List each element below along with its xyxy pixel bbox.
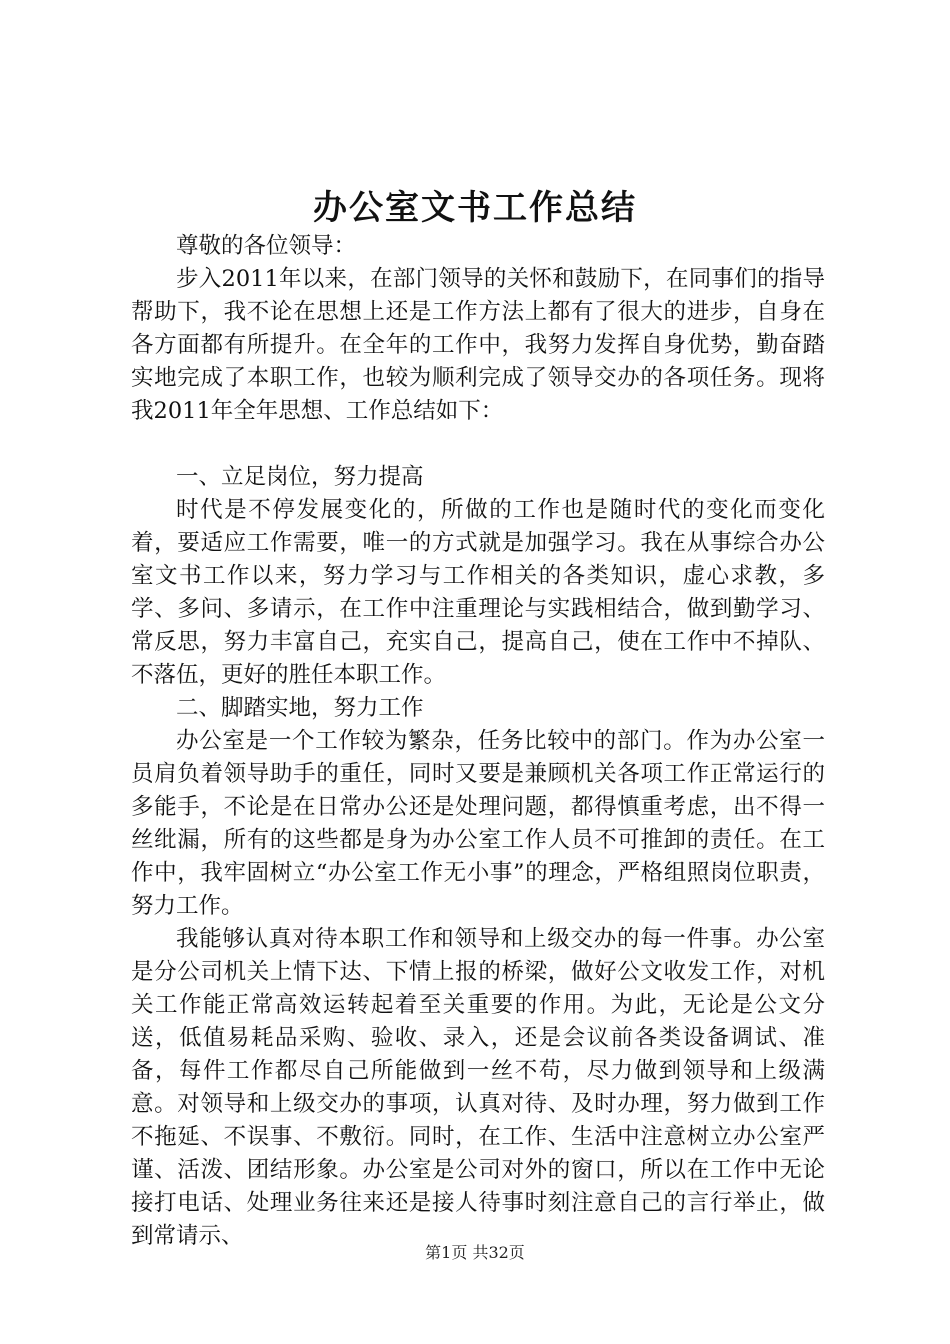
document-body	[131, 230, 825, 1253]
section-2-paragraph-2: 我能够认真对待本职工作和领导和上级交办的每一件事。办公室是分公司机关上情下达、下情上报的桥梁，做好公文收发工作，对机关工作能正常高效运转起着至关重要的作用。为此，无论是公文分送，低值易耗品采购、验收、录入，还是会议前各类设备调试、准备，每件工作都尽自己所能做到一丝不苟，尽力做到领导和上级满意。对领导和上级交办的事项，认真对待、及时办理，努力做到工作不拖延、不误事、不敷衍。同时，在工作、生活中注意树立办公室严谨、活泼、团结形象。办公室是公司对外的窗口，所以在工作中无论接打电话、处理业务往来还是接人待事时刻注意自己的言行举止，做到常请示、	[131, 926, 825, 1249]
document-title: 办公室文书工作总结	[313, 188, 637, 228]
section-2-paragraph-1: 办公室是一个工作较为繁杂，任务比较中的部门。作为办公室一员肩负着领导助手的重任，同时又要是兼顾机关各项工作正常运行的多能手，不论是在日常办公还是处理问题，都得慎重考虑，出不得一丝纰漏，所有的这些都是身为办公室工作人员不可推卸的责任。在工作中，我牢固树立“办公室工作无小事”的理念，严格组照岗位职责，努力工作。	[131, 728, 825, 919]
section-heading-2: 二、脚踏实地，努力工作	[176, 695, 424, 721]
intro-paragraph: 步入2011年以来，在部门领导的关怀和鼓励下，在同事们的指导帮助下，我不论在思想上还是工作方法上都有了很大的进步，自身在各方面都有所提升。在全年的工作中，我努力发挥自身优势，勤奋踏实地完成了本职工作，也较为顺利完成了领导交办的各项任务。现将我2011年全年思想、工作总结如下：	[131, 266, 825, 424]
page-footer: 第1页 共32页	[425, 1243, 525, 1262]
section-1-paragraph: 时代是不停发展变化的，所做的工作也是随时代的变化而变化着，要适应工作需要，唯一的方式就是加强学习。我在从事综合办公室文书工作以来，努力学习与工作相关的各类知识，虚心求教，多学、多问、多请示，在工作中注重理论与实践相结合，做到勤学习、常反思，努力丰富自己，充实自己，提高自己，使在工作中不掉队、不落伍，更好的胜任本职工作。	[131, 497, 825, 688]
section-heading-1: 一、立足岗位，努力提高	[176, 464, 424, 490]
salutation-paragraph: 尊敬的各位领导：	[176, 233, 357, 259]
